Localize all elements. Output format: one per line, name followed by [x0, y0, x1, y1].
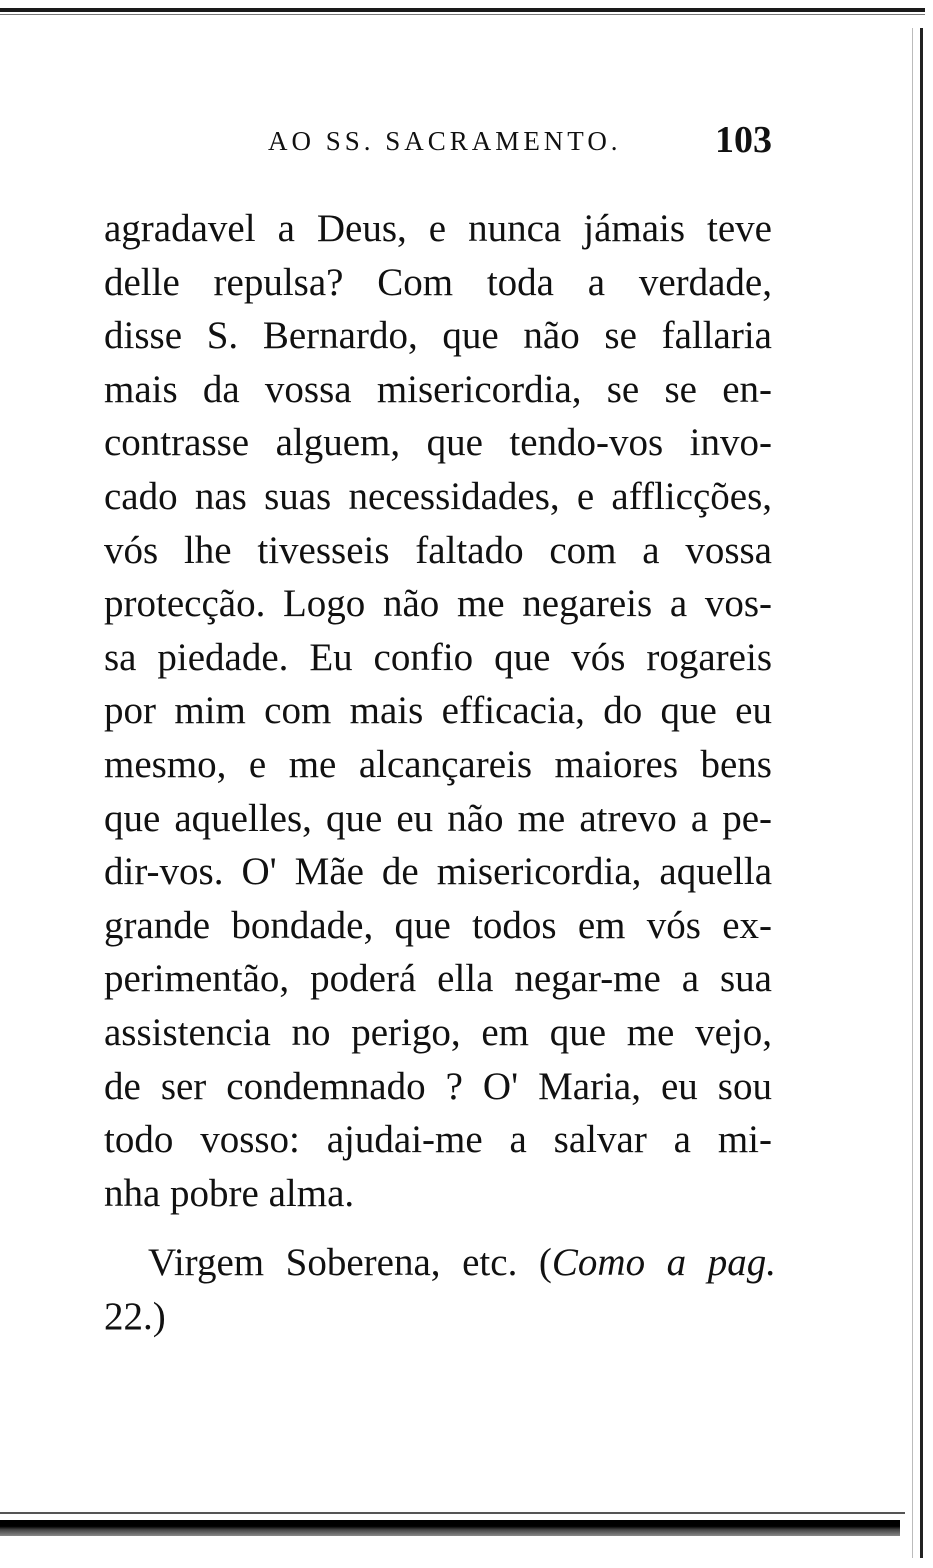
text-line: nha pobre alma. [104, 1171, 355, 1215]
closing-main-text: Virgem Soberena, etc. ( [148, 1241, 552, 1284]
text-line: assistencia no perigo, em que me vejo, [104, 1010, 772, 1054]
text-line: mais da vossa misericordia, se se en- [104, 367, 772, 411]
page-right-edge [920, 28, 923, 1558]
text-line: agradavel a Deus, e nunca jámais teve [104, 207, 772, 250]
page-bottom-edge-line [0, 1512, 905, 1514]
text-line: todo vosso: ajudai-me a salvar a mi- [104, 1118, 772, 1162]
page-bottom-edge [0, 1520, 900, 1536]
text-line: de ser condemnado ? O' Maria, eu sou [104, 1064, 772, 1108]
text-line: perimentão, poderá ella negar-me a sua [104, 957, 772, 1001]
running-head [100, 116, 772, 168]
page-top-edge [0, 8, 925, 12]
page-number: 103 [715, 119, 772, 161]
closing-line [104, 1236, 776, 1290]
closing-page-number: 22.) [104, 1294, 166, 1338]
text-line: mesmo, e me alcançareis maiores bens [104, 742, 772, 786]
text-line: que aquelles, que eu não me atrevo a pe- [104, 796, 772, 840]
page-right-edge-shadow [912, 28, 913, 1558]
text-line: dir-vos. O' Mãe de misericordia, aquella [104, 850, 772, 894]
text-line: sa piedade. Eu confio que vós rogareis [104, 635, 772, 679]
running-title: AO SS. SACRAMENTO. [268, 126, 622, 156]
text-line: por mim com mais efficacia, do que eu [104, 689, 772, 733]
prayer-text [104, 202, 772, 1220]
closing-page-reference: Como a pag. [551, 1241, 776, 1284]
closing-reference [104, 1236, 776, 1343]
text-line: cado nas suas necessidades, e afflicções, [104, 474, 772, 518]
text-line: protecção. Logo não me negareis a vos- [104, 582, 772, 626]
text-line: delle repulsa? Com toda a verdade, [104, 260, 772, 304]
page-top-edge-shadow [0, 14, 925, 15]
text-line: contrasse alguem, que tendo-vos invo- [104, 421, 772, 465]
text-line: vós lhe tivesseis faltado com a vossa [104, 528, 772, 572]
text-line: disse S. Bernardo, que não se fallaria [104, 314, 772, 358]
text-line: grande bondade, que todos em vós ex- [104, 903, 772, 947]
